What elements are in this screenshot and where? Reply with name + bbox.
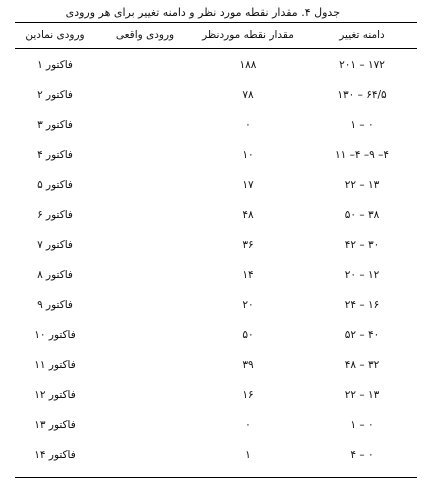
cell-range: ۳۲ – ۴۸	[344, 359, 380, 371]
cell-range: ۴۰ – ۵۲	[344, 329, 380, 341]
table-row	[0, 200, 444, 230]
table-row	[0, 260, 444, 290]
cell-optimum: ۱۶	[242, 389, 254, 401]
cell-symbolic-input: فاکتور ۶	[37, 209, 73, 221]
cell-range: ۶۴/۵ – ۱۳۰	[337, 89, 387, 101]
cell-range: ۱۷۲ – ۲۰۱	[339, 59, 385, 71]
cell-range: ۴– ۹– ۴– ۱۱	[335, 149, 389, 161]
cell-symbolic-input: فاکتور ۱۲	[34, 389, 76, 401]
header-symbolic-input: ورودی نمادین	[25, 29, 85, 41]
table-row	[0, 320, 444, 350]
cell-symbolic-input: فاکتور ۱۳	[34, 419, 76, 431]
table-row	[0, 440, 444, 470]
table-body	[0, 50, 444, 470]
cell-symbolic-input: فاکتور ۷	[37, 239, 73, 251]
table-row	[0, 80, 444, 110]
cell-symbolic-input: فاکتور ۴	[37, 149, 73, 161]
cell-range: ۰ – ۱	[350, 419, 374, 431]
cell-range: ۱۶ – ۲۴	[344, 299, 380, 311]
table-row	[0, 410, 444, 440]
cell-symbolic-input: فاکتور ۱۴	[34, 449, 76, 461]
table-caption: جدول ۴. مقدار نقطه مورد نظر و دامنه تغییر برای هر ورودی	[65, 6, 340, 19]
cell-symbolic-input: فاکتور ۱	[37, 59, 73, 71]
header-real-input: ورودی واقعی	[115, 29, 175, 41]
cell-range: ۳۸ – ۵۰	[344, 209, 380, 221]
cell-optimum: ۲۰	[242, 299, 254, 311]
cell-symbolic-input: فاکتور ۵	[37, 179, 73, 191]
table-header-row	[15, 24, 417, 46]
cell-optimum: ۰	[245, 119, 251, 131]
table-bottom-rule	[15, 477, 417, 478]
cell-symbolic-input: فاکتور ۸	[37, 269, 73, 281]
cell-optimum: ۵۰	[242, 329, 254, 341]
cell-optimum: ۱	[245, 449, 251, 461]
cell-optimum: ۱۴	[242, 269, 254, 281]
cell-range: ۳۰ – ۴۲	[344, 239, 380, 251]
table-row	[0, 380, 444, 410]
table-row	[0, 110, 444, 140]
cell-range: ۱۲ – ۲۰	[344, 269, 380, 281]
cell-optimum: ۳۹	[242, 359, 254, 371]
cell-optimum: ۱۸۸	[239, 59, 257, 71]
cell-symbolic-input: فاکتور ۱۱	[34, 359, 76, 371]
cell-range: ۱۳ – ۲۲	[344, 389, 380, 401]
header-optimum: مقدار نقطه موردنظر	[202, 29, 294, 41]
table-row	[0, 290, 444, 320]
table-row	[0, 50, 444, 80]
cell-optimum: ۷۸	[242, 89, 254, 101]
table-top-rule	[15, 22, 417, 23]
cell-optimum: ۱۷	[242, 179, 254, 191]
header-range: دامنه تغییر	[339, 29, 385, 41]
table-row	[0, 170, 444, 200]
cell-symbolic-input: فاکتور ۲	[37, 89, 73, 101]
cell-symbolic-input: فاکتور ۱۰	[34, 329, 76, 341]
cell-range: ۱۳ – ۲۲	[344, 179, 380, 191]
cell-optimum: ۱۰	[242, 149, 254, 161]
cell-range: ۰ – ۱	[350, 119, 374, 131]
cell-optimum: ۴۸	[242, 209, 254, 221]
table-row	[0, 140, 444, 170]
cell-optimum: ۰	[245, 419, 251, 431]
cell-symbolic-input: فاکتور ۹	[37, 299, 73, 311]
table-row	[0, 350, 444, 380]
table-header-rule	[15, 48, 417, 49]
cell-optimum: ۳۶	[242, 239, 254, 251]
cell-range: ۰ – ۴	[350, 449, 374, 461]
cell-symbolic-input: فاکتور ۳	[37, 119, 73, 131]
table-row	[0, 230, 444, 260]
